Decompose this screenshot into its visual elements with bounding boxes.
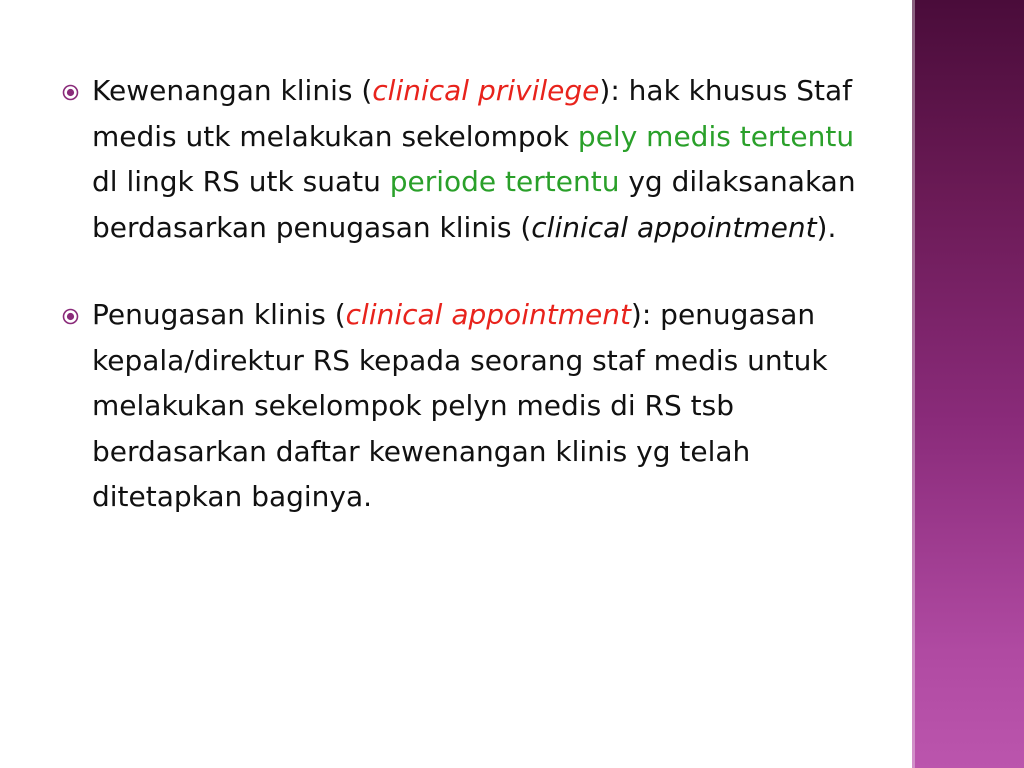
text-segment: Kewenangan klinis (	[92, 74, 373, 107]
text-segment: yg dilaksanakan berdasarkan penugasan klinis (	[92, 165, 856, 244]
term-highlight: clinical privilege	[372, 74, 600, 107]
term-highlight: clinical appointment	[345, 298, 631, 331]
term-italic: clinical appointment	[531, 210, 817, 244]
text-segment: ).	[816, 210, 837, 244]
decorative-side-bar	[912, 0, 1024, 768]
phrase-highlight: pely medis tertentu	[577, 119, 855, 153]
phrase-highlight: periode tertentu	[389, 165, 620, 198]
radio-bullet-icon	[62, 308, 79, 325]
text-segment: ): hak khusus Staf medis utk melakukan sekelompok	[92, 74, 852, 153]
bullet-item-clinical-privilege	[60, 68, 880, 250]
radio-bullet-icon	[62, 84, 79, 101]
bullet-item-clinical-appointment	[60, 292, 880, 520]
text-segment: ): penugasan kepala/direktur RS kepada seorang staf medis untuk melakukan sekelompok pelyn medis di RS tsb berdasarkan daftar kewenangan klinis yg telah ditetapkan baginya.	[92, 298, 828, 513]
text-segment: Penugasan klinis (	[92, 298, 346, 331]
slide-content	[60, 68, 880, 520]
text-segment: dl lingk RS utk suatu	[92, 165, 390, 198]
